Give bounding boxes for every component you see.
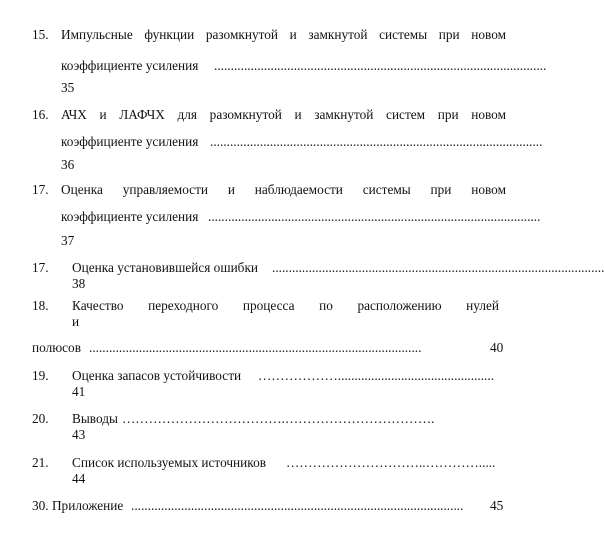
toc-page-number: 44 xyxy=(72,471,86,486)
toc-number-18: 18. xyxy=(32,298,49,313)
toc-entry-18-title-cont: и xyxy=(72,314,80,329)
toc-entry-title: Список используемых источников xyxy=(72,455,266,470)
toc-page-number: 41 xyxy=(72,384,86,399)
toc-leader-dots: ……………………………….……………………………. xyxy=(122,411,435,426)
toc-leader-dots: .................................................................................................... xyxy=(214,58,547,73)
toc-leader-dots: .................................................................................................... xyxy=(208,209,541,224)
toc-page-number: 36 xyxy=(61,157,75,172)
toc-entry-17-title-cont: коэффициенте усиления xyxy=(61,209,199,224)
toc-number-17: 17. xyxy=(32,260,49,275)
toc-number-17: 17. xyxy=(32,182,49,197)
toc-number-16: 16. xyxy=(32,107,49,122)
toc-page-number: 35 xyxy=(61,80,75,95)
toc-entry-title: Оценка установившейся ошибки xyxy=(72,260,259,275)
toc-entry-18-title: Качество переходного процесса по расположению нулей xyxy=(72,298,499,313)
toc-entry-title: Выводы xyxy=(72,411,118,426)
toc-leader-dots: .................................................................................................... xyxy=(272,260,604,275)
toc-number-30: 30. xyxy=(32,498,49,513)
toc-leader-dots: .................................................................................................... xyxy=(210,134,543,149)
toc-entry-18-title-cont: полюсов xyxy=(32,340,81,355)
toc-number-19: 19. xyxy=(32,368,49,383)
toc-entry-17-title: Оценка управляемости и наблюдаемости системы при новом xyxy=(61,182,506,197)
toc-page-number: 45 xyxy=(490,498,504,513)
toc-number-15: 15. xyxy=(32,27,49,42)
toc-leader-dots: .................................................................................................... xyxy=(89,340,422,355)
toc-leader-dots: …………………………..…………..... xyxy=(286,455,496,470)
toc-entry-16-title: АЧХ и ЛАФЧХ для разомкнутой и замкнутой систем при новом xyxy=(61,107,506,122)
toc-entry-title-text: Приложение xyxy=(51,498,124,513)
toc-entry-title: Оценка запасов устойчивости xyxy=(72,368,242,383)
toc-entry-15-title-cont: коэффициенте усиления xyxy=(61,58,199,73)
toc-entry-16-title-cont: коэффициенте усиления xyxy=(61,134,199,149)
toc-page-number: 37 xyxy=(61,233,75,248)
toc-page-number: 38 xyxy=(72,276,86,291)
toc-page-number: 43 xyxy=(72,427,86,442)
toc-leader-dots: ………………............................................... xyxy=(258,368,495,383)
toc-entry-title xyxy=(32,498,123,514)
toc-number-21: 21. xyxy=(32,455,49,470)
toc-leader-dots: .................................................................................................... xyxy=(131,498,464,513)
toc-entry-15-title: Импульсные функции разомкнутой и замкнутой системы при новом xyxy=(61,27,506,42)
toc-page-number: 40 xyxy=(490,340,504,355)
toc-number-20: 20. xyxy=(32,411,49,426)
